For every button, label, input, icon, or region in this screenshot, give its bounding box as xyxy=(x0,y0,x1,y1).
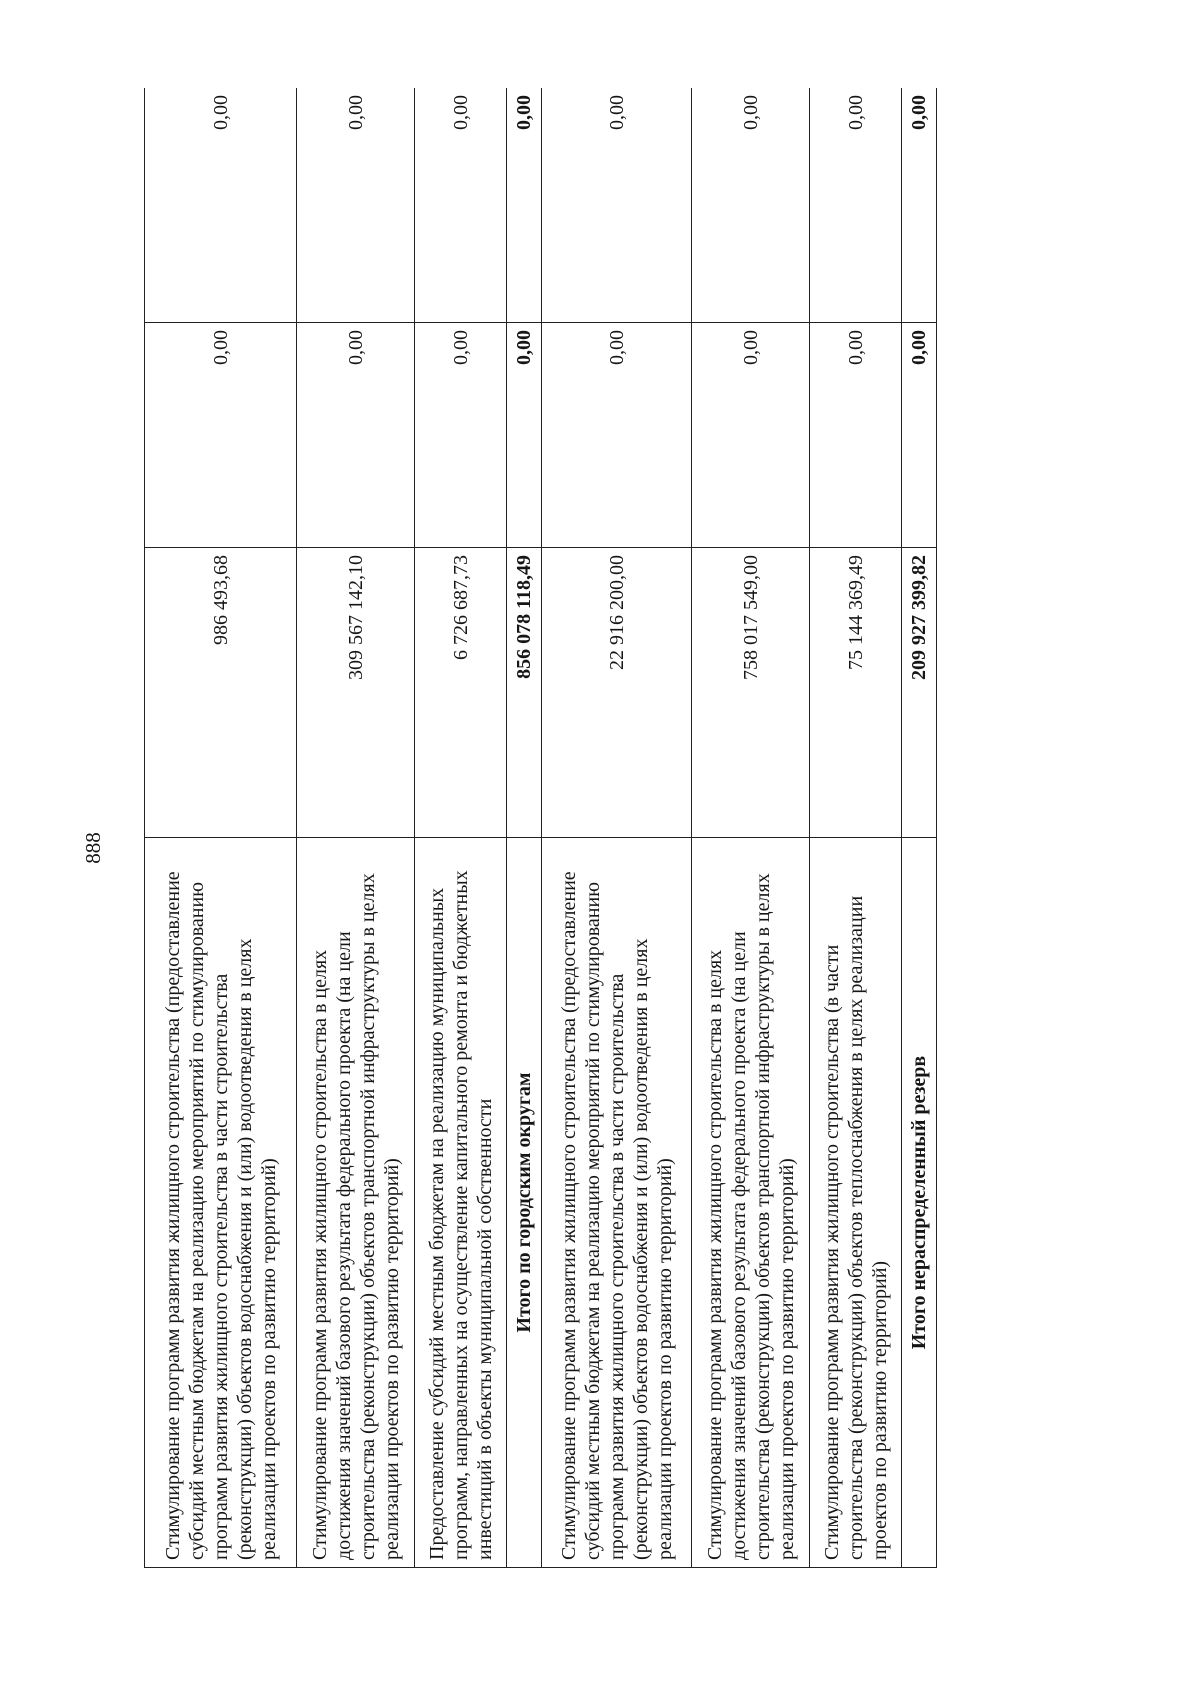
table-container xyxy=(144,88,937,1568)
row-amount-2: 0,00 xyxy=(415,323,507,548)
row-amount: 75 144 369,49 xyxy=(810,548,902,838)
table-row xyxy=(297,88,415,1568)
total-amount: 209 927 399,82 xyxy=(902,548,937,838)
row-description: Стимулирование программ развития жилищного строительства (предоставление субсидий местным бюджетам на реализацию мероприятий по стимулированию программ развития жилищного строительства в части строительства (реконструкции) объектов водоснабжения и (или) водоотведения в целях реализации проектов по развитию территорий) xyxy=(145,838,297,1568)
table-row xyxy=(145,88,297,1568)
row-amount-3: 0,00 xyxy=(810,88,902,323)
total-amount-2: 0,00 xyxy=(507,323,542,548)
row-amount-3: 0,00 xyxy=(542,88,692,323)
total-amount-3: 0,00 xyxy=(507,88,542,323)
row-description: Стимулирование программ развития жилищного строительства (в части строительства (реконструкции) объектов теплоснабжения в целях реализации проектов по развитию территорий) xyxy=(810,838,902,1568)
row-description: Стимулирование программ развития жилищного строительства (предоставление субсидий местным бюджетам на реализацию мероприятий по стимулированию программ развития жилищного строительства в части строительства (реконструкции) объектов водоснабжения и (или) водоотведения в целях реализации проектов по развитию территорий) xyxy=(542,838,692,1568)
row-description: Предоставление субсидий местным бюджетам на реализацию муниципальных программ, направленных на осуществление капитального ремонта и бюджетных инвестиций в объекты муниципальной собственности xyxy=(415,838,507,1568)
row-amount-2: 0,00 xyxy=(692,323,810,548)
row-amount: 22 916 200,00 xyxy=(542,548,692,838)
table-row xyxy=(692,88,810,1568)
row-description: Стимулирование программ развития жилищного строительства в целях достижения значений базового результата федерального проекта (на цели строительства (реконструкции) объектов транспортной инфраструктуры в целях реализации проектов по развитию территорий) xyxy=(297,838,415,1568)
row-amount: 986 493,68 xyxy=(145,548,297,838)
page-number: 888 xyxy=(81,832,105,864)
total-label: Итого нераспределенный резерв xyxy=(902,838,937,1568)
row-amount: 6 726 687,73 xyxy=(415,548,507,838)
row-amount-3: 0,00 xyxy=(415,88,507,323)
table-row xyxy=(810,88,902,1568)
row-amount-3: 0,00 xyxy=(145,88,297,323)
row-amount-2: 0,00 xyxy=(810,323,902,548)
row-amount-2: 0,00 xyxy=(297,323,415,548)
total-row xyxy=(902,88,937,1568)
total-amount-3: 0,00 xyxy=(902,88,937,323)
total-amount: 856 078 118,49 xyxy=(507,548,542,838)
total-label: Итого по городским округам xyxy=(507,838,542,1568)
row-amount-2: 0,00 xyxy=(542,323,692,548)
row-amount: 758 017 549,00 xyxy=(692,548,810,838)
row-description: Стимулирование программ развития жилищного строительства в целях достижения значений базового результата федерального проекта (на цели строительства (реконструкции) объектов транспортной инфраструктуры в целях реализации проектов по развитию территорий) xyxy=(692,838,810,1568)
budget-table xyxy=(144,88,937,1568)
total-amount-2: 0,00 xyxy=(902,323,937,548)
row-amount-2: 0,00 xyxy=(145,323,297,548)
table-row xyxy=(415,88,507,1568)
row-amount: 309 567 142,10 xyxy=(297,548,415,838)
row-amount-3: 0,00 xyxy=(297,88,415,323)
table-row xyxy=(542,88,692,1568)
total-row xyxy=(507,88,542,1568)
row-amount-3: 0,00 xyxy=(692,88,810,323)
